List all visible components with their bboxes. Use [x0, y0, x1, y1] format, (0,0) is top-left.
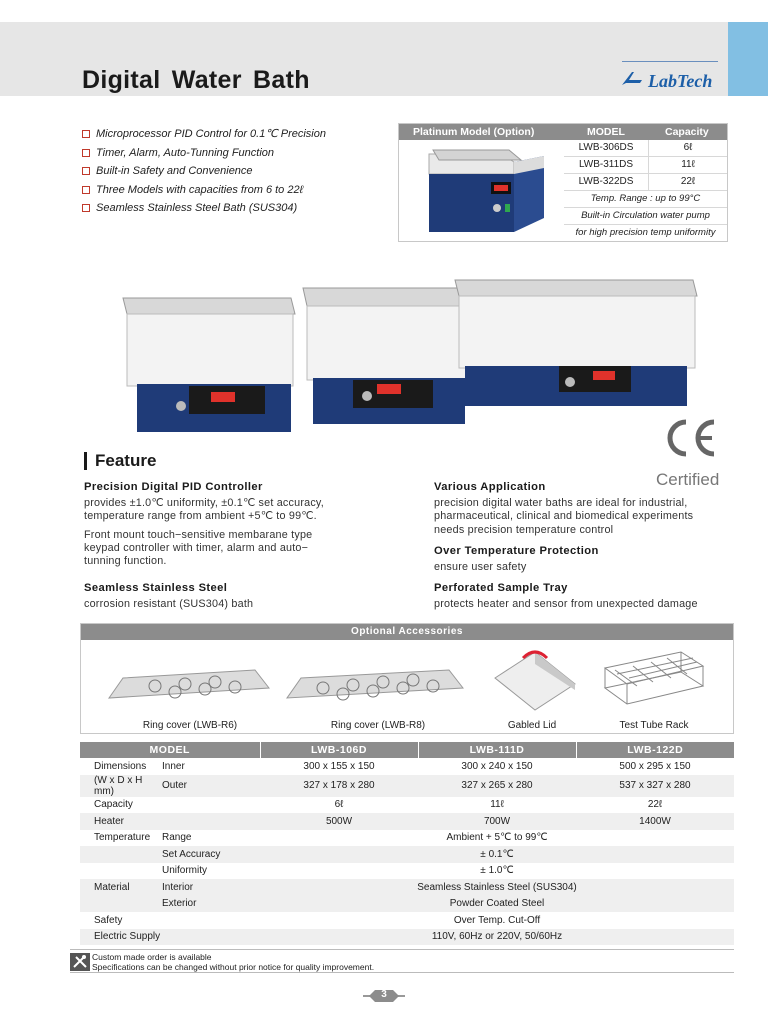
platinum-model-box — [398, 123, 728, 242]
table-row: Uniformity ± 1.0℃ — [162, 865, 514, 877]
brand-logo — [612, 60, 722, 92]
certified-label: Certified — [656, 470, 720, 489]
header-accent-block — [728, 22, 768, 96]
water-bath-product-photos — [115, 272, 705, 437]
optional-accessories-box — [80, 623, 734, 734]
table-row: Capacity 6ℓ 11ℓ 22ℓ — [94, 799, 663, 811]
list-item: Timer, Alarm, Auto-Tunning Function — [82, 144, 326, 163]
list-item: Microprocessor PID Control for 0.1℃ Precision — [82, 125, 326, 144]
table-row: Set Accuracy ± 0.1℃ — [80, 846, 734, 863]
feature-bullet-list — [82, 125, 326, 218]
ring-cover-r8-image — [283, 644, 465, 710]
note-text: Custom made order is available Specifications can be changed without prior notice for quality improvement. — [92, 952, 375, 972]
platinum-note: Temp. Range : up to 99°C — [564, 191, 727, 208]
brand-tagline-line — [622, 61, 718, 65]
accessories-heading: Optional Accessories — [81, 624, 733, 640]
checkbox-bullet-icon — [82, 167, 90, 175]
accessory-label: Ring cover (LWB-R6) — [142, 720, 238, 731]
table-row: Safety Over Temp. Cut-Off — [94, 914, 541, 926]
list-item: Seamless Stainless Steel Bath (SUS304) — [82, 199, 326, 218]
ring-cover-r6-image — [105, 644, 271, 710]
table-row: LWB-322DS 22ℓ — [564, 174, 727, 191]
page-number: 3 — [363, 988, 405, 1004]
brand-name: LabTech — [648, 71, 713, 91]
list-item: Three Models with capacities from 6 to 22ℓ — [82, 181, 326, 200]
accessory-label: Test Tube Rack — [619, 720, 689, 731]
checkbox-bullet-icon — [82, 204, 90, 212]
feature-block: Various Application precision digital water baths are ideal for industrial, pharmaceutical, clinical and biomedical experiments needs precision temperature control — [434, 481, 694, 536]
table-row: (W x D x H mm) Outer 327 x 178 x 280 327 x 265 x 280 537 x 327 x 280 — [80, 775, 734, 797]
specification-table — [80, 742, 734, 945]
test-tube-rack-image — [601, 644, 707, 714]
checkbox-bullet-icon — [82, 149, 90, 157]
accessory-label: Gabled Lid — [507, 720, 557, 731]
feature-block: Precision Digital PID Controller provides ±1.0℃ uniformity, ±0.1℃ set accuracy, temperature range from ambient +5℃ to 99℃. Front mount touch−sensitive membarane type keypad controller with timer, alarm and auto− tunning function. — [84, 481, 324, 568]
checkbox-bullet-icon — [82, 186, 90, 194]
feature-heading: Feature — [84, 452, 156, 470]
ce-mark-icon — [662, 418, 718, 458]
table-row: Heater 500W 700W 1400W — [80, 813, 734, 830]
table-row: LWB-306DS 6ℓ — [564, 140, 727, 157]
checkbox-bullet-icon — [82, 130, 90, 138]
platinum-header: Platinum Model (Option) MODEL Capacity — [399, 124, 727, 140]
feature-block: Over Temperature Protection ensure user safety — [434, 545, 599, 574]
platinum-water-bath-image — [409, 146, 559, 238]
platinum-note: Built-in Circulation water pump — [564, 208, 727, 225]
list-item: Built-in Safety and Convenience — [82, 162, 326, 181]
table-row: Exterior Powder Coated Steel — [80, 896, 734, 913]
table-row: LWB-311DS 11ℓ — [564, 157, 727, 174]
table-row: Dimensions Inner 300 x 155 x 150 300 x 240 x 150 500 x 295 x 150 — [94, 760, 691, 772]
feature-block: Perforated Sample Tray protects heater and sensor from unexpected damage — [434, 582, 698, 611]
platinum-note: for high precision temp uniformity — [575, 227, 716, 238]
labtech-logo-icon — [620, 70, 646, 86]
accessory-label: Ring cover (LWB-R8) — [330, 720, 426, 731]
page-title: Digital Water Bath — [82, 66, 310, 94]
gabled-lid-image — [489, 644, 579, 714]
platinum-model-table — [564, 140, 727, 191]
feature-block: Seamless Stainless Steel corrosion resistant (SUS304) bath — [84, 582, 254, 611]
table-header-row: MODEL LWB-106D LWB-111D LWB-122D — [80, 742, 734, 758]
table-row: Material Interior Seamless Stainless Steel (SUS304) — [80, 879, 734, 896]
table-row: Temperature Range Ambient + 5℃ to 99℃ — [94, 832, 548, 844]
tools-icon — [70, 953, 90, 971]
footer-note — [70, 949, 734, 973]
table-row: Electric Supply 110V, 60Hz or 220V, 50/60Hz — [80, 929, 734, 946]
